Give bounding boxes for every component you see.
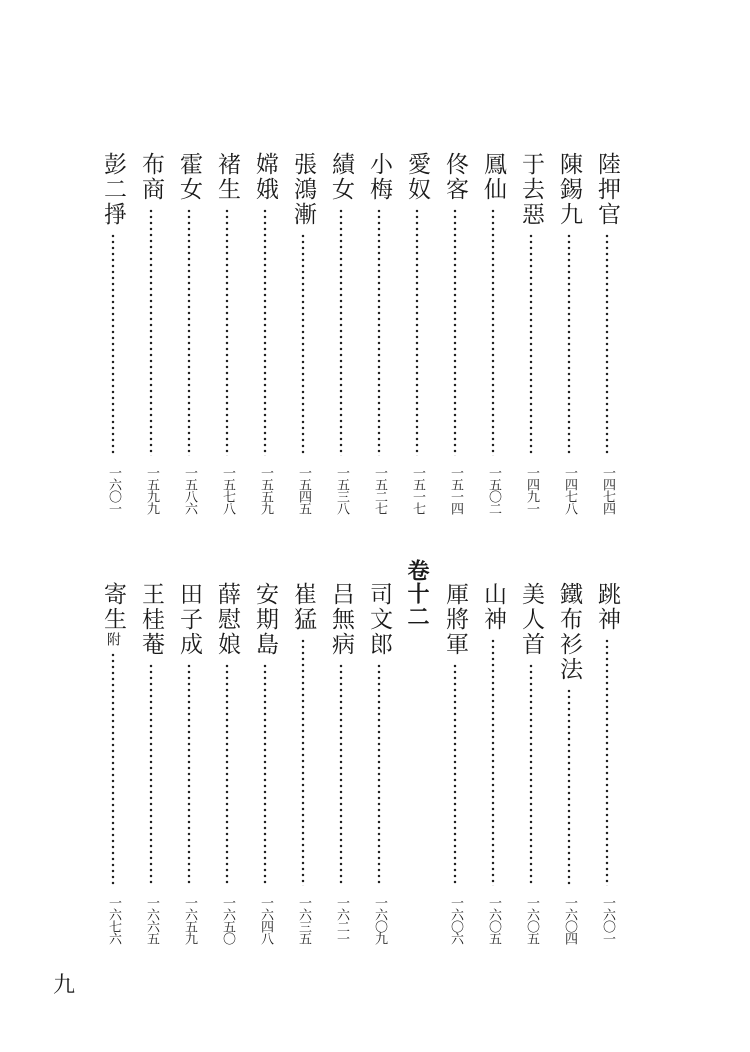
dot-leader xyxy=(339,208,343,456)
entry-page: 一六〇一 xyxy=(600,896,615,944)
dot-leader xyxy=(301,638,305,886)
entry-title: 褚生 xyxy=(214,152,240,202)
entry-title: 陳錫九 xyxy=(556,152,582,227)
toc-entry xyxy=(554,582,584,952)
dot-leader xyxy=(529,233,533,456)
toc-entry xyxy=(440,152,470,522)
dot-leader xyxy=(529,663,533,886)
entry-page: 一六〇六 xyxy=(448,896,463,944)
toc-entry xyxy=(212,152,242,522)
entry-title: 績女 xyxy=(328,152,354,202)
toc-entry xyxy=(364,152,394,522)
dot-leader xyxy=(605,638,609,886)
entry-page: 一六三五 xyxy=(296,896,311,944)
section-heading xyxy=(402,559,432,632)
toc-entry xyxy=(516,152,546,522)
dot-leader xyxy=(377,208,381,456)
toc-entry xyxy=(516,582,546,952)
entry-title: 鐵布衫法 xyxy=(556,582,582,682)
entry-title: 陸押官 xyxy=(594,152,620,227)
entry-page: 一五三八 xyxy=(334,466,349,514)
toc-entry xyxy=(592,152,622,522)
entry-title: 佟客 xyxy=(442,152,468,202)
entry-page: 一五八六 xyxy=(182,466,197,514)
dot-leader xyxy=(491,208,495,456)
dot-leader xyxy=(149,663,153,886)
entry-page: 一六〇四 xyxy=(562,896,577,944)
entry-page: 一五〇二 xyxy=(486,466,501,514)
toc-entry xyxy=(136,582,166,952)
dot-leader xyxy=(567,233,571,456)
entry-page: 一六五九 xyxy=(182,896,197,944)
toc-entry xyxy=(326,152,356,522)
entry-title: 薛慰娘 xyxy=(214,582,240,657)
entry-page: 一六六五 xyxy=(144,896,159,944)
dot-leader xyxy=(339,663,343,886)
entry-note: 附 xyxy=(105,632,121,646)
page-folio: 九 xyxy=(53,973,76,998)
entry-page: 一五五九 xyxy=(258,466,273,514)
entry-page: 一五二七 xyxy=(372,466,387,514)
entry-title-text: 寄生 xyxy=(100,582,126,632)
entry-page: 一六二一 xyxy=(334,896,349,944)
volume-title: 卷十二 xyxy=(404,559,430,628)
entry-title: 彭二掙 xyxy=(100,152,126,227)
entry-title: 布商 xyxy=(138,152,164,202)
entry-page: 一五一四 xyxy=(448,466,463,514)
entry-title: 于去惡 xyxy=(518,152,544,227)
entry-page: 一四九一 xyxy=(524,466,539,514)
toc-entry xyxy=(478,582,508,952)
dot-leader xyxy=(111,233,115,456)
entry-title: 厙將軍 xyxy=(442,582,468,657)
entry-title: 跳神 xyxy=(594,582,620,632)
entry-title: 小梅 xyxy=(366,152,392,202)
entry-title: 張鴻漸 xyxy=(290,152,316,227)
entry-title: 吕無病 xyxy=(328,582,354,657)
entry-page: 一四七八 xyxy=(562,466,577,514)
dot-leader xyxy=(567,688,571,886)
toc-entry xyxy=(440,582,470,952)
entry-title: 嫦娥 xyxy=(252,152,278,202)
entry-title: 美人首 xyxy=(518,582,544,657)
entry-page: 一六五〇 xyxy=(220,896,235,944)
toc-entry xyxy=(174,582,204,952)
dot-leader xyxy=(263,208,267,456)
dot-leader xyxy=(225,663,229,886)
toc-entry xyxy=(136,152,166,522)
entry-page: 一六〇五 xyxy=(524,896,539,944)
entry-page: 一六四八 xyxy=(258,896,273,944)
toc-entry xyxy=(98,152,128,522)
entry-title: 司文郎 xyxy=(366,582,392,657)
dot-leader xyxy=(301,233,305,456)
toc-entry xyxy=(288,152,318,522)
entry-page: 一五九九 xyxy=(144,466,159,514)
entry-title: 田子成 xyxy=(176,582,202,657)
dot-leader xyxy=(187,208,191,456)
toc-entry xyxy=(174,152,204,522)
toc-entry xyxy=(554,152,584,522)
entry-page: 一五七八 xyxy=(220,466,235,514)
entry-title: 崔猛 xyxy=(290,582,316,632)
toc-entry xyxy=(364,582,394,952)
entry-page: 一六〇九 xyxy=(372,896,387,944)
dot-leader xyxy=(453,208,457,456)
entry-title: 霍女 xyxy=(176,152,202,202)
toc-entry xyxy=(250,582,280,952)
entry-title: 鳳仙 xyxy=(480,152,506,202)
entry-title: 山神 xyxy=(480,582,506,632)
dot-leader xyxy=(605,233,609,456)
dot-leader xyxy=(415,208,419,456)
toc-entry xyxy=(326,582,356,952)
entry-title: 王桂菴 xyxy=(138,582,164,657)
dot-leader xyxy=(225,208,229,456)
dot-leader xyxy=(111,652,115,886)
entry-page: 一六〇一 xyxy=(106,466,121,514)
toc-entry xyxy=(250,152,280,522)
dot-leader xyxy=(263,663,267,886)
toc-entry xyxy=(402,152,432,522)
toc-entry xyxy=(98,582,128,952)
dot-leader xyxy=(453,663,457,886)
entry-page: 一五四五 xyxy=(296,466,311,514)
toc-entry xyxy=(212,582,242,952)
entry-page: 一五一七 xyxy=(410,466,425,514)
toc-entry xyxy=(592,582,622,952)
entry-page: 一六〇五 xyxy=(486,896,501,944)
dot-leader xyxy=(187,663,191,886)
dot-leader xyxy=(149,208,153,456)
toc-entry xyxy=(288,582,318,952)
entry-page: 一六七六 xyxy=(106,896,121,944)
dot-leader xyxy=(491,638,495,886)
dot-leader xyxy=(377,663,381,886)
entry-title: 愛奴 xyxy=(404,152,430,202)
entry-title xyxy=(98,582,128,646)
toc-entry xyxy=(478,152,508,522)
entry-title: 安期島 xyxy=(252,582,278,657)
entry-page: 一四七四 xyxy=(600,466,615,514)
